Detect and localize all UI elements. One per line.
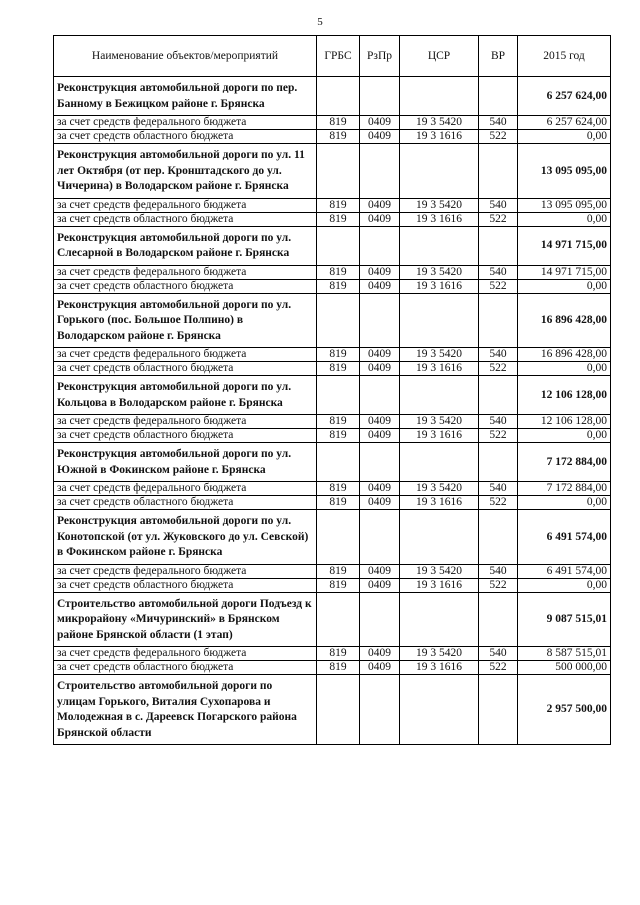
vr-code: 522 <box>479 279 518 293</box>
rzpr-code: 0409 <box>360 578 400 592</box>
vr-code: 540 <box>479 348 518 362</box>
funding-row <box>54 265 611 279</box>
funding-row <box>54 429 611 443</box>
funding-amount: 16 896 428,00 <box>518 348 611 362</box>
csr-code: 19 3 5420 <box>400 564 479 578</box>
project-row <box>54 144 611 199</box>
rzpr-code: 0409 <box>360 496 400 510</box>
csr-code: 19 3 1616 <box>400 130 479 144</box>
project-csr-cell <box>400 510 479 565</box>
funding-row <box>54 279 611 293</box>
vr-code: 522 <box>479 578 518 592</box>
project-vr-cell <box>479 675 518 745</box>
funding-source-label: за счет средств областного бюджета <box>54 279 317 293</box>
funding-source-label: за счет средств федерального бюджета <box>54 348 317 362</box>
vr-code: 540 <box>479 116 518 130</box>
funding-source-label: за счет средств областного бюджета <box>54 661 317 675</box>
csr-code: 19 3 5420 <box>400 116 479 130</box>
funding-amount: 12 106 128,00 <box>518 415 611 429</box>
csr-code: 19 3 1616 <box>400 279 479 293</box>
project-name: Реконструкция автомобильной дороги по ул. 11 лет Октября (от пер. Кронштадского до ул. Чичерина) в Володарском районе г. Брянска <box>54 144 317 199</box>
vr-code: 522 <box>479 130 518 144</box>
funding-source-label: за счет средств федерального бюджета <box>54 564 317 578</box>
column-header-rzpr: РзПр <box>360 36 400 77</box>
rzpr-code: 0409 <box>360 130 400 144</box>
funding-source-label: за счет средств федерального бюджета <box>54 198 317 212</box>
vr-code: 540 <box>479 564 518 578</box>
vr-code: 540 <box>479 482 518 496</box>
rzpr-code: 0409 <box>360 279 400 293</box>
project-rzpr-cell <box>360 443 400 482</box>
funding-source-label: за счет средств федерального бюджета <box>54 265 317 279</box>
csr-code: 19 3 5420 <box>400 415 479 429</box>
project-row <box>54 376 611 415</box>
grbs-code: 819 <box>317 362 360 376</box>
grbs-code: 819 <box>317 198 360 212</box>
project-name: Реконструкция автомобильной дороги по ул. Южной в Фокинском районе г. Брянска <box>54 443 317 482</box>
funding-source-label: за счет средств федерального бюджета <box>54 647 317 661</box>
funding-row <box>54 647 611 661</box>
budget-table <box>53 35 611 745</box>
column-header-year: 2015 год <box>518 36 611 77</box>
rzpr-code: 0409 <box>360 415 400 429</box>
project-total: 6 491 574,00 <box>518 510 611 565</box>
csr-code: 19 3 5420 <box>400 482 479 496</box>
project-grbs-cell <box>317 77 360 116</box>
rzpr-code: 0409 <box>360 348 400 362</box>
project-total: 13 095 095,00 <box>518 144 611 199</box>
project-grbs-cell <box>317 443 360 482</box>
vr-code: 540 <box>479 198 518 212</box>
project-rzpr-cell <box>360 675 400 745</box>
column-header-vr: ВР <box>479 36 518 77</box>
project-row <box>54 592 611 647</box>
project-row <box>54 226 611 265</box>
funding-amount: 0,00 <box>518 130 611 144</box>
project-total: 12 106 128,00 <box>518 376 611 415</box>
project-total: 7 172 884,00 <box>518 443 611 482</box>
project-row <box>54 77 611 116</box>
project-csr-cell <box>400 144 479 199</box>
project-name: Строительство автомобильной дороги по улицам Горького, Виталия Сухопарова и Молодежная в с. Дареевск Погарского района Брянской области <box>54 675 317 745</box>
grbs-code: 819 <box>317 661 360 675</box>
funding-source-label: за счет средств федерального бюджета <box>54 482 317 496</box>
funding-amount: 6 257 624,00 <box>518 116 611 130</box>
funding-amount: 8 587 515,01 <box>518 647 611 661</box>
funding-source-label: за счет средств областного бюджета <box>54 429 317 443</box>
project-row <box>54 443 611 482</box>
project-vr-cell <box>479 592 518 647</box>
project-csr-cell <box>400 675 479 745</box>
grbs-code: 819 <box>317 429 360 443</box>
project-csr-cell <box>400 77 479 116</box>
funding-row <box>54 415 611 429</box>
funding-row <box>54 212 611 226</box>
project-rzpr-cell <box>360 510 400 565</box>
project-csr-cell <box>400 226 479 265</box>
vr-code: 522 <box>479 429 518 443</box>
vr-code: 522 <box>479 496 518 510</box>
vr-code: 540 <box>479 415 518 429</box>
funding-amount: 14 971 715,00 <box>518 265 611 279</box>
funding-source-label: за счет средств областного бюджета <box>54 496 317 510</box>
project-csr-cell <box>400 376 479 415</box>
project-vr-cell <box>479 77 518 116</box>
rzpr-code: 0409 <box>360 265 400 279</box>
project-grbs-cell <box>317 226 360 265</box>
grbs-code: 819 <box>317 647 360 661</box>
funding-amount: 7 172 884,00 <box>518 482 611 496</box>
project-csr-cell <box>400 592 479 647</box>
project-name: Реконструкция автомобильной дороги по ул. Горького (пос. Большое Полпино) в Володарском районе г. Брянска <box>54 293 317 348</box>
rzpr-code: 0409 <box>360 212 400 226</box>
grbs-code: 819 <box>317 265 360 279</box>
vr-code: 540 <box>479 647 518 661</box>
funding-source-label: за счет средств федерального бюджета <box>54 415 317 429</box>
funding-row <box>54 116 611 130</box>
vr-code: 522 <box>479 212 518 226</box>
funding-source-label: за счет средств областного бюджета <box>54 362 317 376</box>
funding-source-label: за счет средств областного бюджета <box>54 578 317 592</box>
vr-code: 522 <box>479 362 518 376</box>
project-rzpr-cell <box>360 376 400 415</box>
project-vr-cell <box>479 443 518 482</box>
csr-code: 19 3 5420 <box>400 198 479 212</box>
rzpr-code: 0409 <box>360 116 400 130</box>
rzpr-code: 0409 <box>360 198 400 212</box>
project-row <box>54 293 611 348</box>
project-name: Строительство автомобильной дороги Подъезд к микрорайону «Мичуринский» в Брянском районе Брянской области (1 этап) <box>54 592 317 647</box>
column-header-name: Наименование объектов/мероприятий <box>54 36 317 77</box>
project-grbs-cell <box>317 675 360 745</box>
project-grbs-cell <box>317 592 360 647</box>
grbs-code: 819 <box>317 348 360 362</box>
column-header-csr: ЦСР <box>400 36 479 77</box>
project-csr-cell <box>400 443 479 482</box>
funding-row <box>54 661 611 675</box>
funding-row <box>54 362 611 376</box>
vr-code: 540 <box>479 265 518 279</box>
table-body <box>54 77 611 745</box>
grbs-code: 819 <box>317 415 360 429</box>
csr-code: 19 3 1616 <box>400 496 479 510</box>
project-total: 2 957 500,00 <box>518 675 611 745</box>
project-name: Реконструкция автомобильной дороги по ул. Конотопской (от ул. Жуковского до ул. Севской) в Фокинском районе г. Брянска <box>54 510 317 565</box>
project-total: 9 087 515,01 <box>518 592 611 647</box>
funding-amount: 0,00 <box>518 362 611 376</box>
funding-amount: 0,00 <box>518 578 611 592</box>
rzpr-code: 0409 <box>360 362 400 376</box>
project-rzpr-cell <box>360 77 400 116</box>
page-number: 5 <box>317 16 323 28</box>
project-grbs-cell <box>317 510 360 565</box>
column-header-grbs: ГРБС <box>317 36 360 77</box>
project-row <box>54 675 611 745</box>
project-rzpr-cell <box>360 144 400 199</box>
funding-amount: 0,00 <box>518 212 611 226</box>
grbs-code: 819 <box>317 116 360 130</box>
csr-code: 19 3 1616 <box>400 661 479 675</box>
project-grbs-cell <box>317 144 360 199</box>
project-rzpr-cell <box>360 293 400 348</box>
csr-code: 19 3 1616 <box>400 362 479 376</box>
funding-source-label: за счет средств федерального бюджета <box>54 116 317 130</box>
funding-row <box>54 578 611 592</box>
project-name: Реконструкция автомобильной дороги по пер. Банному в Бежицком районе г. Брянска <box>54 77 317 116</box>
table-header-row <box>54 36 611 77</box>
csr-code: 19 3 1616 <box>400 429 479 443</box>
project-total: 6 257 624,00 <box>518 77 611 116</box>
project-total: 14 971 715,00 <box>518 226 611 265</box>
grbs-code: 819 <box>317 482 360 496</box>
rzpr-code: 0409 <box>360 564 400 578</box>
project-row <box>54 510 611 565</box>
funding-amount: 0,00 <box>518 429 611 443</box>
funding-row <box>54 348 611 362</box>
project-name: Реконструкция автомобильной дороги по ул. Слесарной в Володарском районе г. Брянска <box>54 226 317 265</box>
grbs-code: 819 <box>317 564 360 578</box>
grbs-code: 819 <box>317 496 360 510</box>
funding-amount: 0,00 <box>518 496 611 510</box>
funding-row <box>54 130 611 144</box>
funding-row <box>54 564 611 578</box>
project-name: Реконструкция автомобильной дороги по ул. Кольцова в Володарском районе г. Брянска <box>54 376 317 415</box>
funding-amount: 500 000,00 <box>518 661 611 675</box>
csr-code: 19 3 1616 <box>400 578 479 592</box>
project-vr-cell <box>479 510 518 565</box>
funding-row <box>54 496 611 510</box>
project-grbs-cell <box>317 293 360 348</box>
project-vr-cell <box>479 293 518 348</box>
funding-source-label: за счет средств областного бюджета <box>54 212 317 226</box>
funding-amount: 0,00 <box>518 279 611 293</box>
project-vr-cell <box>479 376 518 415</box>
funding-row <box>54 198 611 212</box>
funding-amount: 13 095 095,00 <box>518 198 611 212</box>
grbs-code: 819 <box>317 279 360 293</box>
project-rzpr-cell <box>360 226 400 265</box>
funding-amount: 6 491 574,00 <box>518 564 611 578</box>
csr-code: 19 3 5420 <box>400 348 479 362</box>
rzpr-code: 0409 <box>360 482 400 496</box>
project-rzpr-cell <box>360 592 400 647</box>
vr-code: 522 <box>479 661 518 675</box>
project-grbs-cell <box>317 376 360 415</box>
project-total: 16 896 428,00 <box>518 293 611 348</box>
csr-code: 19 3 5420 <box>400 265 479 279</box>
project-csr-cell <box>400 293 479 348</box>
csr-code: 19 3 5420 <box>400 647 479 661</box>
rzpr-code: 0409 <box>360 429 400 443</box>
grbs-code: 819 <box>317 130 360 144</box>
project-vr-cell <box>479 144 518 199</box>
rzpr-code: 0409 <box>360 647 400 661</box>
funding-source-label: за счет средств областного бюджета <box>54 130 317 144</box>
funding-row <box>54 482 611 496</box>
project-vr-cell <box>479 226 518 265</box>
csr-code: 19 3 1616 <box>400 212 479 226</box>
grbs-code: 819 <box>317 578 360 592</box>
rzpr-code: 0409 <box>360 661 400 675</box>
grbs-code: 819 <box>317 212 360 226</box>
